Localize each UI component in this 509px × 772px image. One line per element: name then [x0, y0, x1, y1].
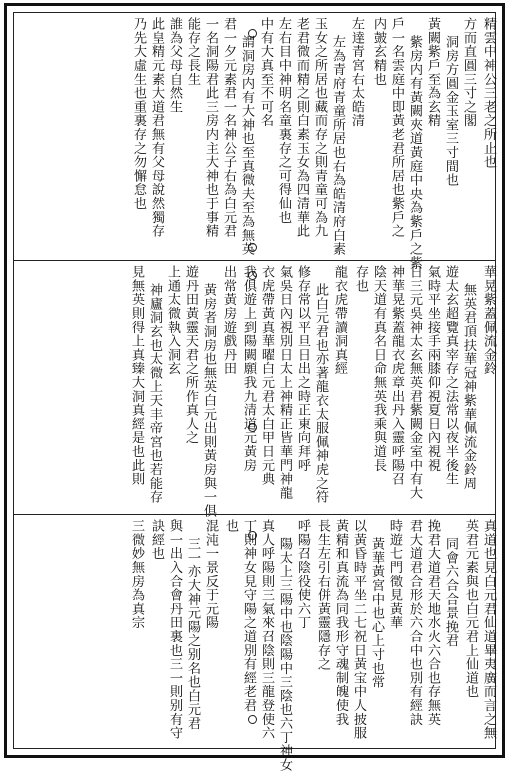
text-column: 一名洞陽君此三房内主大神也于事精: [203, 17, 218, 238]
text-column: 内皷玄精也: [371, 17, 386, 86]
text-column: 英君元素與也白元君上仙道也: [463, 519, 478, 699]
text-column: 我俱遊上到陽闕願我九清道元黃房: [241, 265, 256, 472]
text-column: 真道也見白元君仙道畢夷廣而言之無: [481, 519, 496, 740]
text-column: 洞房方圓金玉室三寸間也: [443, 35, 458, 187]
text-column: 與一出入合會丹田裏也三一則别有守: [167, 519, 182, 740]
text-column: 誰為父母自然生: [167, 17, 182, 114]
page-frame: [13, 12, 496, 772]
text-register-middle: [14, 260, 496, 518]
text-column: 遊丹田黃靈天君之所作真人之: [183, 265, 198, 445]
text-column: 修存常以平旦日出之時正東向拜呼: [295, 265, 310, 472]
text-register-bottom: [14, 514, 496, 772]
text-column: 君一夕元素君一名神公子右為白元君: [221, 17, 236, 238]
text-column: 三一亦大神元陽之别名也白元君: [185, 537, 200, 731]
text-column: 此皇精元素大道君無有父母說然獨存: [149, 17, 164, 238]
text-column: 中有大真至不可名: [258, 17, 273, 128]
text-column: 神華晃紫蓋龍衣虎章出丹入靈呼陽召: [389, 265, 404, 486]
text-column: 遊太玄超覽真宰存之法常以夜半後生: [443, 265, 458, 486]
text-column: 左達青宮右太皓清: [349, 17, 364, 128]
text-column: 見無英則得上真臻大洞真經是也此則: [129, 265, 144, 486]
text-column: 出常黃房遊戲丹田: [221, 265, 236, 376]
text-column: 真人呼陽則三氣來召陰則三龍登使六: [259, 519, 274, 740]
text-column: 能存之長生: [185, 17, 200, 86]
text-column: 謂洞房内有大神也至真微夫至為無英: [239, 35, 254, 256]
text-column: 三微妙無房為真宗: [129, 519, 144, 630]
text-column: 此白元君也亦著龍衣太服佩神虎之符: [313, 283, 328, 504]
text-column: 氣吳日內視別日太上神精正皆華門神龍: [277, 265, 292, 500]
text-column: 乃先大虛生也重裏存之勿懈怠也: [131, 17, 146, 211]
text-column: 黃房者洞房也無英白元出則黃房與一俱: [201, 283, 216, 518]
text-column: 老君微而精之則白素玉女為四清華此: [294, 17, 309, 238]
text-column: 呼陽召陰役使六丁: [295, 519, 310, 630]
scripture-page: [4, 3, 505, 772]
text-column: 混沌一景反于元陽: [203, 519, 218, 630]
text-column: 時遊七門徵見黃華: [387, 519, 402, 630]
text-column: 黃精和真流為同我形守魂制魄使我: [333, 519, 348, 726]
text-column: 陽太上三陽中也陰陽中三陰也六丁神女: [277, 537, 292, 772]
text-column: 紫房内有黃闕夾道黃庭中央為紫戶之紫: [407, 35, 422, 270]
text-column: 黃華黃宮中也心上寸也常: [369, 537, 384, 689]
text-column: 同會六合合景挽君: [443, 537, 458, 648]
text-column: 日三元吳神太玄無英君紫闕金室中有大: [407, 265, 422, 500]
text-column: 戶一名雲庭中即黃老君所居也紫戶之: [389, 17, 404, 238]
text-column: 玉女之所居也藏而存之則青童可為九: [312, 17, 327, 238]
text-column: 方而直圓三寸之閣: [461, 17, 476, 128]
text-column: 訣經也: [149, 519, 164, 561]
text-column: 無英君頂扶華冠神紫華佩流金鈴周: [461, 283, 476, 490]
text-column: 挽君大道君天地水火六合也存無英: [425, 519, 440, 726]
text-column: 神廬洞玄也太微上天丰帝宮也若能存: [147, 283, 162, 504]
text-register-top: [14, 13, 496, 270]
text-column: 衣虎帶黃真華曜白元君太白甲日元典: [259, 265, 274, 486]
text-column: 以黃昏時平坐二七祝日黃宝中人披服: [351, 519, 366, 740]
text-column: 龍衣虎帶讀洞真經: [332, 265, 347, 376]
text-column: 上通太微執入洞玄: [165, 265, 180, 376]
text-column: 君大道君合形於六合中也別有經訣: [407, 519, 422, 726]
text-column: 存也: [353, 265, 368, 293]
text-column: 左右目中神明名童裏存之可得仙也: [276, 17, 291, 224]
text-column: 陰天道有真名日命無英我乘與道長: [371, 265, 386, 472]
text-column: 丁則神女見守陽之道別有經老君: [241, 519, 256, 713]
text-column: 黃闕紫戶至為玄精: [425, 17, 440, 128]
text-column: 長生左引右併黃靈隱存之: [315, 519, 330, 671]
text-column: 精雲中神公三老之所止也: [481, 17, 496, 169]
text-column: 氣時平坐接手兩膝仰視夏日內視視: [425, 265, 440, 472]
text-column: 左為青府青童所居也右為皓清府白素: [330, 35, 345, 256]
text-column: 華晃紫蓋佩流金鈴: [481, 265, 496, 376]
fold-mark: [248, 715, 257, 724]
text-column: 也: [223, 519, 238, 533]
